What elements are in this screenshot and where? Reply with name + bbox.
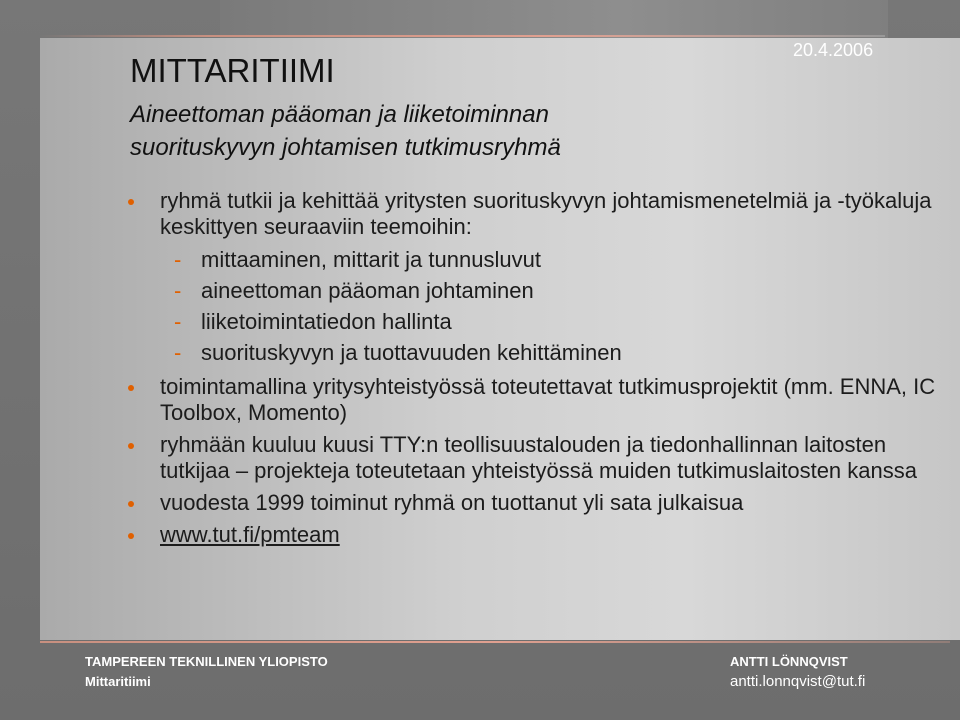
subtitle-line-1: Aineettoman pääoman ja liiketoiminnan (130, 101, 549, 128)
sub-item (160, 244, 948, 275)
bullet-item (128, 522, 948, 548)
bullet-item (128, 432, 948, 484)
sub-item-text: aineettoman pääoman johtaminen (201, 278, 534, 303)
bullet-item (128, 188, 948, 368)
footer-right (730, 652, 865, 692)
dash-icon: - (174, 309, 182, 334)
bullet-item (128, 374, 948, 426)
bullet-text: ryhmään kuuluu kuusi TTY:n teollisuustalouden ja tiedonhallinnan laitosten tutkijaa – projekteja toteutetaan yhteistyössä muiden tutkimuslaitosten kanssa (160, 432, 917, 483)
dash-icon: - (174, 340, 182, 365)
dash-icon: - (174, 278, 182, 303)
subtitle-line-2: suorituskyvyn johtamisen tutkimusryhmä (130, 134, 561, 161)
footer-project: Mittaritiimi (85, 674, 151, 689)
bullet-text: ryhmä tutkii ja kehittää yritysten suorituskyvyn johtamismenetelmiä ja -työkaluja keskittyen seuraaviin teemoihin: (160, 188, 932, 239)
bullet-text: toimintamallina yritysyhteistyössä toteutettavat tutkimusprojektit (mm. ENNA, IC Toolbox, Momento) (160, 374, 936, 425)
sub-item (160, 275, 948, 306)
footer-author: ANTTI LÖNNQVIST (730, 654, 848, 669)
footer-left (85, 652, 328, 692)
slide-title: MITTARITIIMI (130, 52, 335, 89)
footer-email: antti.lonnqvist@tut.fi (730, 673, 866, 690)
sub-item (160, 306, 948, 337)
bullet-item (128, 490, 948, 516)
footer-university: TAMPEREEN TEKNILLINEN YLIOPISTO (85, 654, 328, 669)
bullet-list (128, 188, 948, 554)
website-link[interactable]: www.tut.fi/pmteam (160, 522, 340, 547)
sub-item-text: liiketoimintatiedon hallinta (201, 309, 452, 334)
top-accent-line (40, 35, 885, 37)
sub-item (160, 337, 948, 368)
top-strip (220, 0, 888, 38)
slide-date: 20.4.2006 (793, 40, 874, 60)
slide-subtitle (130, 98, 561, 164)
bottom-accent-line (40, 641, 950, 643)
sub-list (160, 244, 948, 368)
bullet-text: vuodesta 1999 toiminut ryhmä on tuottanut yli sata julkaisua (160, 490, 744, 515)
sub-item-text: mittaaminen, mittarit ja tunnusluvut (201, 247, 541, 272)
sub-item-text: suorituskyvyn ja tuottavuuden kehittäminen (201, 340, 622, 365)
dash-icon: - (174, 247, 182, 272)
